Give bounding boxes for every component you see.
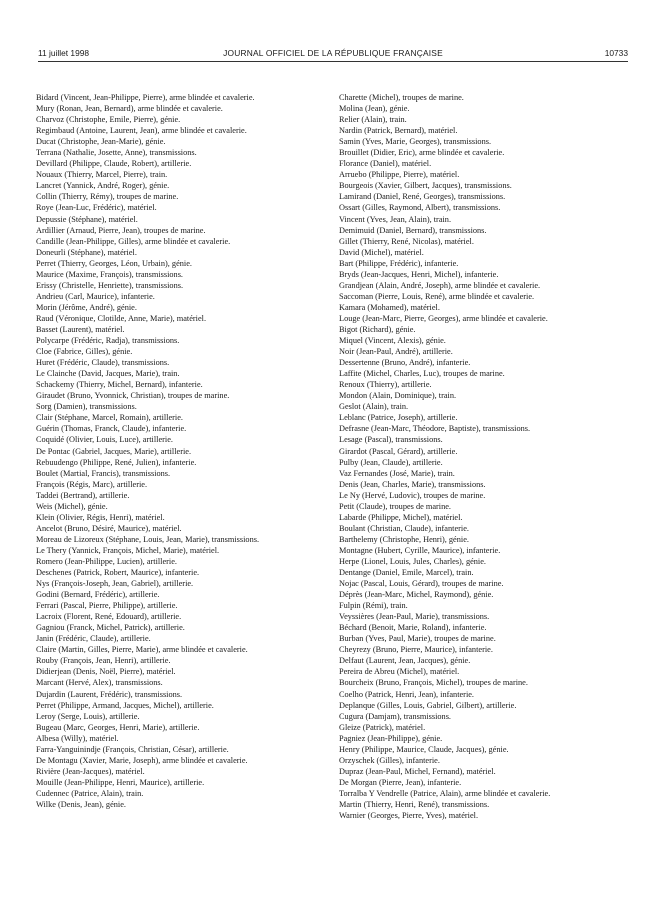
list-entry: Bugeau (Marc, Georges, Henri, Marie), artillerie. — [36, 722, 200, 732]
list-entry: Mondon (Alain, Dominique), train. — [339, 391, 457, 401]
list-entry: Petit (Claude), troupes de marine. — [339, 501, 451, 511]
list-entry: Bourcheix (Bruno, François, Michel), troupes de marine. — [339, 678, 528, 688]
publication-date: 11 juillet 1998 — [38, 48, 90, 58]
list-entry: De Morgan (Pierre, Jean), infanterie. — [339, 777, 462, 787]
list-entry: Andrieu (Carl, Maurice), infanterie. — [36, 291, 155, 301]
list-entry: Pagniez (Jean-Philippe), génie. — [339, 733, 443, 743]
journal-title: JOURNAL OFFICIEL DE LA RÉPUBLIQUE FRANÇAISE — [223, 48, 443, 58]
list-entry: Molina (Jean), génie. — [339, 104, 410, 114]
list-entry: Pereira de Abreu (Michel), matériel. — [339, 667, 460, 677]
list-entry: Mouille (Jean-Philippe, Henri, Maurice), artillerie. — [36, 777, 205, 787]
list-entry: Orzyschek (Gilles), infanterie. — [339, 755, 440, 765]
list-entry: Burban (Yves, Paul, Marie), troupes de marine. — [339, 634, 496, 644]
list-entry: Nys (François-Joseph, Jean, Gabriel), artillerie. — [36, 579, 194, 589]
list-entry: Guérin (Thomas, Franck, Claude), infanterie. — [36, 424, 187, 434]
list-entry: Bidard (Vincent, Jean-Philippe, Pierre), arme blindée et cavalerie. — [36, 93, 255, 102]
page-number: 10733 — [604, 48, 628, 58]
list-entry: Giraudet (Bruno, Yvonnick, Christian), troupes de marine. — [36, 391, 230, 401]
list-entry: Defrasne (Jean-Marc, Théodore, Baptiste), transmissions. — [339, 424, 531, 434]
left-column — [36, 92, 310, 810]
list-entry: Schackemy (Thierry, Michel, Bernard), infanterie. — [36, 380, 203, 390]
list-entry: Lesage (Pascal), transmissions. — [339, 435, 443, 445]
list-entry: Louge (Jean-Marc, Pierre, Georges), arme blindée et cavalerie. — [339, 313, 548, 323]
list-entry: Dujardin (Laurent, Frédéric), transmissions. — [36, 689, 183, 699]
list-entry: Noir (Jean-Paul, André), artillerie. — [339, 347, 453, 357]
list-entry: Demimuid (Daniel, Bernard), transmissions. — [339, 225, 487, 235]
list-entry: Ancelot (Bruno, Désiré, Maurice), matériel. — [36, 523, 182, 533]
list-entry: Vaz Fernandes (José, Marie), train. — [339, 468, 455, 478]
list-entry: David (Michel), matériel. — [339, 247, 424, 257]
list-entry: Le Clainche (David, Jacques, Marie), train. — [36, 369, 180, 379]
page-header — [38, 48, 628, 62]
list-entry: Vincent (Yves, Jean, Alain), train. — [339, 214, 452, 224]
list-entry: Boulant (Christian, Claude), infanterie. — [339, 523, 469, 533]
list-entry: Gillet (Thierry, René, Nicolas), matériel. — [339, 236, 474, 246]
list-entry: Doneurli (Stéphane), matériel. — [36, 247, 137, 257]
list-entry: Barthelemy (Christophe, Henri), génie. — [339, 534, 469, 544]
list-entry: Girardot (Pascal, Gérard), artillerie. — [339, 446, 458, 456]
list-entry: Geslot (Alain), train. — [339, 402, 409, 412]
list-entry: Boulet (Martial, Francis), transmissions. — [36, 468, 171, 478]
list-entry: Denis (Jean, Charles, Marie), transmissions. — [339, 479, 486, 489]
list-entry: Le Thery (Yannick, François, Michel, Marie), matériel. — [36, 545, 220, 555]
list-entry: Mury (Ronan, Jean, Bernard), arme blindée et cavalerie. — [36, 104, 223, 114]
list-entry: Montagne (Hubert, Cyrille, Maurice), infanterie. — [339, 545, 501, 555]
list-entry: Ardillier (Arnaud, Pierre, Jean), troupes de marine. — [36, 225, 206, 235]
list-entry: François (Régis, Marc), artillerie. — [36, 479, 148, 489]
list-entry: Perret (Philippe, Armand, Jacques, Michel), artillerie. — [36, 700, 214, 710]
list-entry: Farra-Yanguinindje (François, Christian, César), artillerie. — [36, 744, 229, 754]
list-entry: Rivière (Jean-Jacques), matériel. — [36, 766, 145, 776]
list-entry: Collin (Thierry, Rémy), troupes de marine. — [36, 192, 179, 202]
list-entry: Herpe (Lionel, Louis, Jules, Charles), génie. — [339, 556, 486, 566]
list-entry: Rouby (François, Jean, Henri), artillerie. — [36, 656, 171, 666]
list-entry: Nouaux (Thierry, Marcel, Pierre), train. — [36, 170, 168, 180]
list-entry: Veyssières (Jean-Paul, Marie), transmissions. — [339, 612, 490, 622]
list-entry: Marcant (Hervé, Alex), transmissions. — [36, 678, 163, 688]
list-entry: Gagniou (Franck, Michel, Patrick), artillerie. — [36, 623, 185, 633]
list-entry: Regimbaud (Antoine, Laurent, Jean), arme blindée et cavalerie. — [36, 126, 247, 136]
list-entry: Basset (Laurent), matériel. — [36, 324, 125, 334]
list-entry: Dessertenne (Bruno, André), infanterie. — [339, 358, 471, 368]
list-entry: Taddei (Bertrand), artillerie. — [36, 490, 130, 500]
list-entry: Gleize (Patrick), matériel. — [339, 722, 426, 732]
list-entry: Saccoman (Pierre, Louis, René), arme blindée et cavalerie. — [339, 291, 535, 301]
list-entry: Renoux (Thierry), artillerie. — [339, 380, 432, 390]
list-entry: Nojac (Pascal, Louis, Gérard), troupes de marine. — [339, 579, 504, 589]
list-entry: Klein (Olivier, Régis, Henri), matériel. — [36, 512, 165, 522]
list-entry: Cloe (Fabrice, Gilles), génie. — [36, 347, 133, 357]
list-entry: Ossart (Gilles, Raymond, Albert), transmissions. — [339, 203, 501, 213]
list-entry: Bourgeois (Xavier, Gilbert, Jacques), transmissions. — [339, 181, 512, 191]
list-entry: Maurice (Maxime, François), transmissions. — [36, 269, 184, 279]
list-entry: Perret (Thierry, Georges, Léon, Urbain), génie. — [36, 258, 192, 268]
list-entry: Morin (Jérôme, André), génie. — [36, 302, 137, 312]
list-entry: De Pontac (Gabriel, Jacques, Marie), artillerie. — [36, 446, 192, 456]
list-entry: Devillard (Philippe, Claude, Robert), artillerie. — [36, 159, 192, 169]
list-entry: Nardin (Patrick, Bernard), matériel. — [339, 126, 458, 136]
list-entry: Henry (Philippe, Maurice, Claude, Jacques), génie. — [339, 744, 509, 754]
list-entry: Erissy (Christelle, Henriette), transmissions. — [36, 280, 184, 290]
list-entry: Arruebo (Philippe, Pierre), matériel. — [339, 170, 460, 180]
list-entry: Lamirand (Daniel, René, Georges), transmissions. — [339, 192, 506, 202]
list-entry: Albesa (Willy), matériel. — [36, 733, 119, 743]
list-entry: Miquel (Vincent, Alexis), génie. — [339, 336, 446, 346]
right-column — [339, 92, 613, 821]
list-entry: Rebuudengo (Philippe, René, Julien), infanterie. — [36, 457, 197, 467]
header-rule — [38, 61, 628, 62]
list-entry: Martin (Thierry, Henri, René), transmissions. — [339, 800, 490, 809]
list-entry: Sorg (Damien), transmissions. — [36, 402, 137, 412]
list-entry: Terrana (Nathalie, Josette, Anne), transmissions. — [36, 148, 197, 158]
list-entry: Weis (Michel), génie. — [36, 501, 108, 511]
list-entry: Godini (Bernard, Frédéric), artillerie. — [36, 590, 160, 600]
list-entry: Relier (Alain), train. — [339, 115, 407, 125]
list-entry: Brouillet (Didier, Eric), arme blindée et cavalerie. — [339, 148, 505, 158]
list-entry: Deschenes (Patrick, Robert, Maurice), infanterie. — [36, 568, 200, 578]
list-entry: Leroy (Serge, Louis), artillerie. — [36, 711, 140, 721]
list-entry: Wilke (Denis, Jean), génie. — [36, 800, 126, 809]
list-entry: Deplanque (Gilles, Louis, Gabriel, Gilbert), artillerie. — [339, 700, 517, 710]
list-entry: Cugura (Damjam), transmissions. — [339, 711, 451, 721]
list-entry: Polycarpe (Frédéric, Radja), transmissions. — [36, 336, 180, 346]
list-entry: Grandjean (Alain, André, Joseph), arme blindée et cavalerie. — [339, 280, 541, 290]
list-entry: Béchard (Benoit, Marie, Roland), infanterie. — [339, 623, 487, 633]
list-entry: Ferrari (Pascal, Pierre, Philippe), artillerie. — [36, 601, 178, 611]
list-entry: Claire (Martin, Gilles, Pierre, Marie), arme blindée et cavalerie. — [36, 645, 248, 655]
list-entry: Ducat (Christophe, Jean-Marie), génie. — [36, 137, 166, 147]
list-entry: Moreau de Lizoreux (Stéphane, Louis, Jean, Marie), transmissions. — [36, 534, 260, 544]
list-entry: Kamara (Mohamed), matériel. — [339, 302, 440, 312]
list-entry: Dentange (Daniel, Emile, Marcel), train. — [339, 568, 474, 578]
list-entry: Depussie (Stéphane), matériel. — [36, 214, 138, 224]
list-entry: Leblanc (Patrice, Joseph), artillerie. — [339, 413, 458, 423]
list-entry: Torralba Y Vendrelle (Patrice, Alain), arme blindée et cavalerie. — [339, 788, 551, 798]
list-entry: De Montagu (Xavier, Marie, Joseph), arme blindée et cavalerie. — [36, 755, 248, 765]
list-entry: Le Ny (Hervé, Ludovic), troupes de marine. — [339, 490, 486, 500]
list-entry: Cudennec (Patrice, Alain), train. — [36, 788, 144, 798]
list-entry: Lancret (Yannick, André, Roger), génie. — [36, 181, 170, 191]
list-entry: Romero (Jean-Philippe, Lucien), artillerie. — [36, 556, 177, 566]
list-entry: Dupraz (Jean-Paul, Michel, Fernand), matériel. — [339, 766, 496, 776]
list-entry: Bart (Philippe, Frédéric), infanterie. — [339, 258, 459, 268]
list-entry: Candille (Jean-Philippe, Gilles), arme blindée et cavalerie. — [36, 236, 231, 246]
list-entry: Labarde (Philippe, Michel), matériel. — [339, 512, 463, 522]
list-entry: Cheyrezy (Bruno, Pierre, Maurice), infanterie. — [339, 645, 493, 655]
list-entry: Janin (Frédéric, Claude), artillerie. — [36, 634, 151, 644]
list-entry: Clair (Stéphane, Marcel, Romain), artillerie. — [36, 413, 183, 423]
list-entry: Charvoz (Christophe, Emile, Pierre), génie. — [36, 115, 181, 125]
list-entry: Fulpin (Rémi), train. — [339, 601, 408, 611]
list-entry: Bryds (Jean-Jacques, Henri, Michel), infanterie. — [339, 269, 499, 279]
list-entry: Delfaut (Laurent, Jean, Jacques), génie. — [339, 656, 471, 666]
list-entry: Déprès (Jean-Marc, Michel, Raymond), génie. — [339, 590, 494, 600]
list-entry: Roye (Jean-Luc, Frédéric), matériel. — [36, 203, 157, 213]
list-entry: Bigot (Richard), génie. — [339, 324, 416, 334]
list-entry: Charette (Michel), troupes de marine. — [339, 93, 464, 102]
list-entry: Raud (Véronique, Clotilde, Anne, Marie), matériel. — [36, 313, 207, 323]
list-entry: Florance (Daniel), matériel. — [339, 159, 432, 169]
list-entry: Huret (Frédéric, Claude), transmissions. — [36, 358, 170, 368]
list-entry: Didierjean (Denis, Noël, Pierre), matériel. — [36, 667, 176, 677]
list-entry: Lacroix (Florent, René, Edouard), artillerie. — [36, 612, 182, 622]
list-entry: Coquidé (Olivier, Louis, Luce), artillerie. — [36, 435, 173, 445]
list-entry: Laffite (Michel, Charles, Luc), troupes de marine. — [339, 369, 505, 379]
list-entry: Samin (Yves, Marie, Georges), transmissions. — [339, 137, 492, 147]
list-entry: Warnier (Georges, Pierre, Yves), matériel. — [339, 811, 479, 821]
list-entry: Coelho (Patrick, Henri, Jean), infanterie. — [339, 689, 475, 699]
list-entry: Pulby (Jean, Claude), artillerie. — [339, 457, 443, 467]
